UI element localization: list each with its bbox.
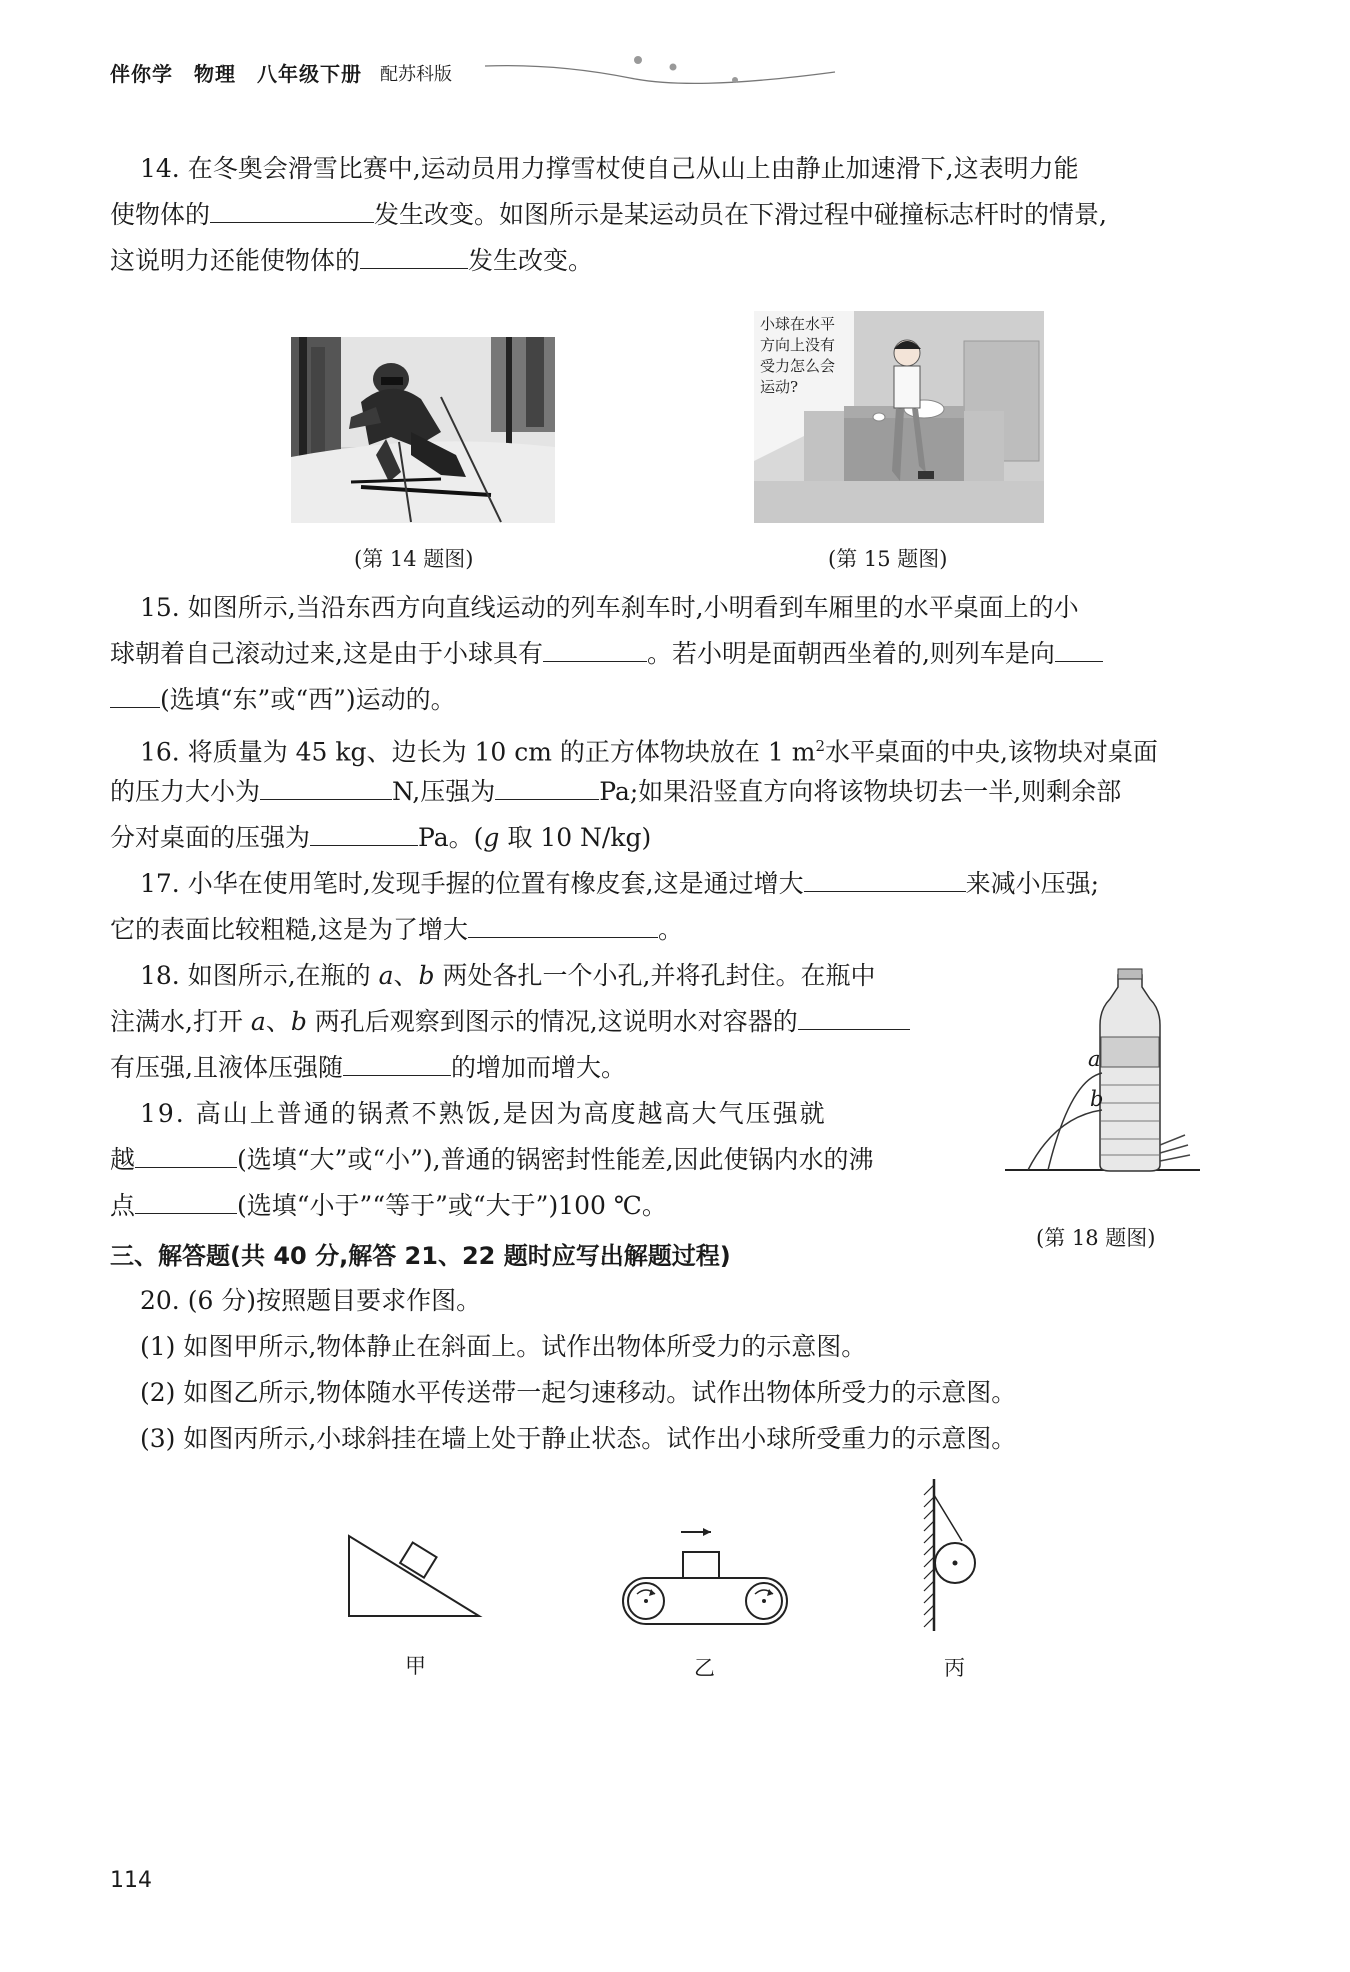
q15-text-1: 15. 如图所示,当沿东西方向直线运动的列车刹车时,小明看到车厢里的水平桌面上的小: [140, 593, 1079, 622]
q19-text-2a: 越: [110, 1145, 136, 1174]
fig15-caption: (第 15 题图): [828, 547, 948, 571]
skier-photo: [291, 337, 555, 523]
q15-line2: [110, 631, 1103, 677]
q19-blank-2[interactable]: [135, 1183, 237, 1214]
q14-line1: [140, 146, 1079, 192]
q16-blank-1[interactable]: [260, 769, 392, 800]
page-number: 114: [110, 1868, 152, 1893]
speech-bubble: [760, 314, 835, 398]
q17-blank-2[interactable]: [468, 907, 658, 938]
q18-a: a: [378, 961, 394, 990]
page-header: [110, 52, 750, 92]
header-edition: 配苏科版: [380, 64, 452, 85]
q16-text-1a: 16. 将质量为 45 kg、边长为 10 cm 的正方体物块放在 1 m: [140, 737, 816, 767]
q18-text-2b: 、: [265, 1007, 291, 1036]
q16-text-2b: N,压强为: [392, 777, 496, 806]
q16-text-3c: 取 10 N/kg): [499, 823, 652, 852]
q18-text-3a: 有压强,且液体压强随: [110, 1053, 343, 1082]
q16-text-2a: 的压力大小为: [110, 777, 261, 806]
bubble-line-1: 小球在水平: [760, 315, 836, 333]
q16-text-2c: Pa;如果沿竖直方向将该物块切去一半,则剩余部: [599, 777, 1122, 806]
header-title: 伴你学 物理 八年级下册: [110, 62, 362, 86]
q18-line1: [140, 953, 875, 999]
q20-part3: (3) 如图丙所示,小球斜挂在墙上处于静止状态。试作出小球所受重力的示意图。: [140, 1424, 1017, 1453]
q19-text-3a: 点: [110, 1191, 136, 1220]
q17-line1: [140, 861, 1099, 907]
q15-blank-2a[interactable]: [1055, 631, 1103, 662]
hanging-ball-figure: [910, 1475, 990, 1635]
q16-blank-3[interactable]: [310, 815, 418, 846]
q19-line2: [110, 1137, 874, 1183]
q14-text-2b: 发生改变。如图所示是某运动员在下滑过程中碰撞标志杆时的情景,: [374, 200, 1107, 229]
q19-text-2b: (选填“大”或“小”),普通的锅密封性能差,因此使锅内水的沸: [237, 1145, 874, 1174]
header-wave-decoration: [480, 52, 840, 92]
q18-text-1a: 18. 如图所示,在瓶的: [140, 961, 379, 990]
q18-text-3b: 的增加而增大。: [450, 1053, 626, 1082]
section-3-heading: 三、解答题(共 40 分,解答 21、22 题时应写出解题过程): [110, 1242, 731, 1270]
q18-text-2c: 两孔后观察到图示的情况,这说明水对容器的: [306, 1007, 798, 1036]
q14-text-3a: 这说明力还能使物体的: [110, 246, 361, 275]
q16-text-3a: 分对桌面的压强为: [110, 823, 311, 852]
bubble-line-3: 受力怎么会: [760, 357, 836, 375]
q16-line1: [140, 723, 1158, 775]
fig14-caption: (第 14 题图): [354, 547, 474, 571]
bottle-label-b: b: [1090, 1087, 1104, 1111]
bubble-line-2: 方向上没有: [760, 336, 836, 354]
q15-line1: [140, 585, 1079, 631]
q14-line3: [110, 238, 593, 284]
q14-text-1: 14. 在冬奥会滑雪比赛中,运动员用力撑雪杖使自己从山上由静止加速滑下,这表明力能: [140, 154, 1079, 183]
q17-text-1b: 来减小压强;: [965, 869, 1100, 898]
q14-blank-2[interactable]: [360, 238, 468, 269]
q17-text-2a: 它的表面比较粗糙,这是为了增大: [110, 915, 468, 944]
q20-title: 20. (6 分)按照题目要求作图。: [140, 1286, 482, 1315]
fig18-caption: (第 18 题图): [1036, 1226, 1156, 1250]
q18-blank-1[interactable]: [798, 999, 910, 1030]
q19-line3: [110, 1183, 667, 1229]
q18-text-2a: 注满水,打开: [110, 1007, 251, 1036]
q14-line2: [110, 192, 1107, 238]
q17-line2: [110, 907, 683, 953]
incline-figure: [345, 1530, 485, 1620]
q16-text-1b: 水平桌面的中央,该物块对桌面: [824, 737, 1158, 767]
q17-text-2b: 。: [657, 915, 683, 944]
q15-line3: [110, 677, 456, 723]
bubble-line-4: 运动?: [760, 378, 799, 396]
q16-line3: [110, 815, 651, 861]
q15-text-3: (选填“东”或“西”)运动的。: [160, 685, 456, 714]
q20-part2: (2) 如图乙所示,物体随水平传送带一起匀速移动。试作出物体所受力的示意图。: [140, 1378, 1017, 1407]
q19-text-3b: (选填“小于”“等于”或“大于”)100 ℃。: [237, 1191, 667, 1220]
q18-blank-2[interactable]: [343, 1045, 451, 1076]
fig-yi-label: 乙: [694, 1656, 715, 1680]
q18-line2: [110, 999, 910, 1045]
q15-blank-2b[interactable]: [110, 677, 160, 708]
q20-part1: (1) 如图甲所示,物体静止在斜面上。试作出物体所受力的示意图。: [140, 1332, 867, 1361]
q14-text-3b: 发生改变。: [468, 246, 594, 275]
fig-jia-label: 甲: [405, 1654, 426, 1678]
q17-blank-1[interactable]: [804, 861, 966, 892]
q14-text-2a: 使物体的: [110, 200, 211, 229]
q19-line1: [140, 1091, 827, 1137]
q19-text-1: 19. 高山上普通的锅煮不熟饭,是因为高度越高大气压强就: [140, 1099, 827, 1128]
q16-blank-2[interactable]: [495, 769, 599, 800]
q18-a-2: a: [250, 1007, 266, 1036]
q18-text-1c: 两处各扎一个小孔,并将孔封住。在瓶中: [434, 961, 876, 990]
q16-g-symbol: g: [483, 823, 500, 852]
q15-text-2b: 。若小明是面朝西坐着的,则列车是向: [646, 639, 1055, 668]
q18-b: b: [418, 961, 435, 990]
q19-blank-1[interactable]: [135, 1137, 237, 1168]
q14-blank-1[interactable]: [210, 192, 374, 223]
q17-text-1a: 17. 小华在使用笔时,发现手握的位置有橡皮套,这是通过增大: [140, 869, 804, 898]
q18-b-2: b: [290, 1007, 307, 1036]
q16-line2: [110, 769, 1121, 815]
conveyor-figure: [615, 1520, 795, 1630]
q15-blank-1[interactable]: [543, 631, 647, 662]
fig-bing-label: 丙: [944, 1656, 965, 1680]
q18-text-1b: 、: [393, 961, 419, 990]
q15-text-2a: 球朝着自己滚动过来,这是由于小球具有: [110, 639, 543, 668]
q16-text-3b: Pa。(: [418, 823, 484, 852]
bottle-label-a: a: [1088, 1047, 1101, 1071]
water-bottle-figure: [1000, 965, 1210, 1175]
q16-sup: 2: [815, 737, 825, 755]
q18-line3: [110, 1045, 626, 1091]
